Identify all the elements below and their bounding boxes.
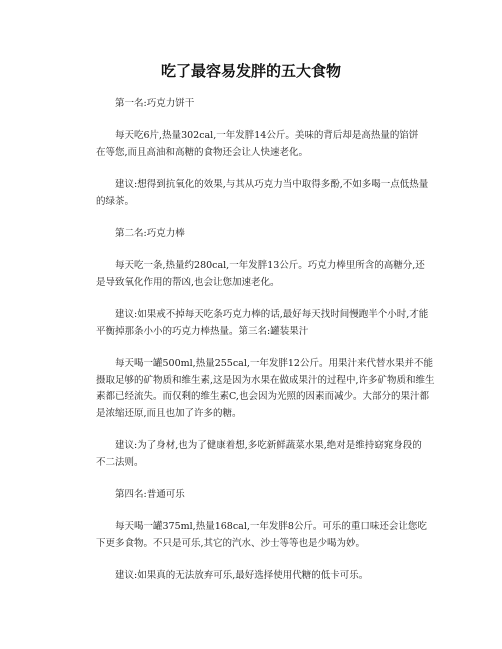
text-line: 第一名:巧克力饼干 [115,98,195,109]
text-line: 第四名:普通可乐 [115,489,185,500]
text-line: 的绿茶。 [96,195,135,207]
text-line: 素都已经流失。而仅剩的维生素C,也会因为光照的因素而减少。大部分的果汁都 [96,391,429,402]
text-line: 不二法则。 [96,456,144,468]
text-line: 平衡掉那条小小的巧克力棒热量。第三名:罐装果汁 [96,325,309,337]
paragraph-rank-3-advice [96,438,422,471]
paragraph-rank-2-body [96,258,425,291]
text-line: 第二名:巧克力棒 [115,228,185,239]
text-line: 建议:想得到抗氧化的效果,与其从巧克力当中取得多酚,不如多喝一点低热量 [115,179,429,190]
text-line: 建议:如果真的无法放弃可乐,最好选择使用代糖的低卡可乐。 [115,570,369,581]
document-title: 吃了最容易发胖的五大食物 [160,62,341,80]
text-line: 建议:如果戒不掉每天吃条巧克力棒的话,最好每天找时间慢跑半个小时,才能 [115,309,429,320]
text-line: 每天吃一条,热量约280cal,一年发胖13公斤。巧克力棒里所含的高糖分,还 [115,260,425,271]
text-line: 每天喝一罐375ml,热量168cal,一年发胖8公斤。可乐的重口味还会让您吃 [115,521,427,532]
text-line: 每天喝一罐500ml,热量255cal,一年发胖12公斤。用果汁来代替水果并不能 [115,358,433,369]
paragraph-rank-3-body [96,356,435,422]
paragraph-rank-2-advice [96,307,429,340]
heading-rank-4 [96,487,412,504]
text-line: 在等您,而且高油和高糖的食物还会让人快速老化。 [96,146,309,158]
paragraph-rank-1-advice [96,177,429,210]
text-line: 是导致氧化作用的帮凶,也会让您加速老化。 [96,276,280,288]
text-line: 建议:为了身材,也为了健康着想,多吃新鲜蔬菜水果,绝对是维持窈窕身段的 [115,440,422,451]
paragraph-rank-4-advice [96,568,412,585]
text-line: 每天吃6片,热量302cal,一年发胖14公斤。美味的背后却是高热量的馅饼 [115,130,419,141]
text-line: 摄取足够的矿物质和维生素,这是因为水果在做成果汁的过程中,许多矿物质和维生 [96,374,435,386]
heading-rank-1 [96,96,412,113]
heading-rank-2 [96,226,412,243]
paragraph-rank-4-body [96,519,427,552]
text-line: 是浓缩还原,而且也加了许多的糖。 [96,407,242,419]
paragraph-rank-1-body [96,128,419,161]
text-line: 下更多食物。不只是可乐,其它的汽水、沙士等等也是少喝为妙。 [96,537,366,549]
